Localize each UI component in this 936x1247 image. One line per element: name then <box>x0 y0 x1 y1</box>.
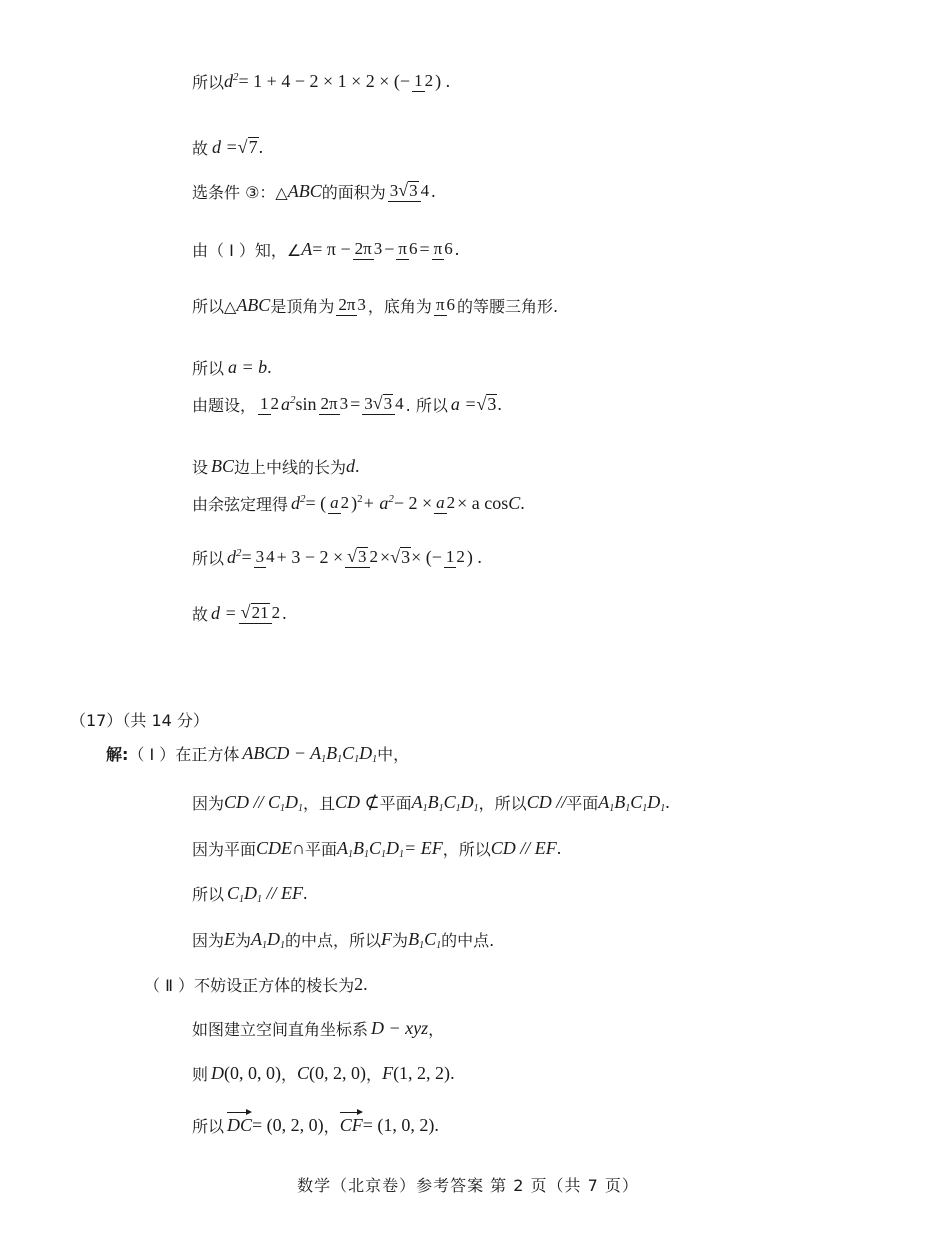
text: 平面 <box>379 794 412 813</box>
text: ，底角为 <box>367 297 432 316</box>
fraction: 1 2 <box>260 394 280 414</box>
median-def <box>192 455 360 478</box>
expr: CD ⊄ <box>335 792 380 812</box>
op: − 2 × <box>393 493 433 513</box>
text: ，所以 <box>478 794 527 813</box>
fraction: 3√3 4 <box>362 394 403 416</box>
plus-a-squared: + $a^2$ <box>362 493 394 513</box>
text: 所以 <box>192 549 225 568</box>
tail: . <box>258 137 264 157</box>
triangle-name: ABC <box>287 181 322 201</box>
solve-label: 解: <box>106 745 129 764</box>
isosceles-line <box>192 294 558 317</box>
text: 由题设， <box>192 396 257 415</box>
plane-name: $A_1B_1C_1D_1$ <box>598 791 666 814</box>
part2-line1 <box>144 973 368 996</box>
coords: = (0, 2, 0) <box>252 1115 324 1135</box>
point-c: C <box>297 1063 310 1083</box>
part-label: （ Ⅰ ） <box>128 745 176 764</box>
text: 中， <box>377 745 410 764</box>
cosine-law <box>192 492 525 515</box>
coords: (1, 2, 2) <box>393 1063 451 1083</box>
op: = <box>350 394 361 414</box>
part1-line1 <box>106 742 409 765</box>
point-f: F <box>382 1063 394 1083</box>
expr: + 3 − 2 × <box>276 547 344 567</box>
sep: ， <box>281 1065 298 1084</box>
sqrt: √3 <box>476 394 497 414</box>
expr: CD // $C_1D_1$ <box>224 791 304 814</box>
expr: $C_1D_1$ // EF <box>227 882 304 905</box>
triangle-name: ABC <box>236 295 271 315</box>
text: . 所以 <box>405 396 448 415</box>
heading: （17）（共 14 分） <box>70 711 209 730</box>
text: 所以 <box>192 885 225 904</box>
text: 的中点. <box>441 931 495 950</box>
expr: = 1 + 4 − 2 × 1 × 2 × (− <box>238 71 411 91</box>
expr: × a cos <box>457 493 509 513</box>
tail: . <box>434 1115 439 1135</box>
cube-name: ABCD − $A_1B_1C_1D_1$ <box>242 742 378 765</box>
condition-3 <box>192 180 436 203</box>
var: C <box>508 493 521 513</box>
text: 的中点，所以 <box>285 931 382 950</box>
text: 所以 <box>192 73 225 92</box>
text: 边上中线的长为 <box>234 458 347 477</box>
op: = <box>419 239 430 259</box>
expr: CD // <box>526 792 567 812</box>
text: 由（ Ⅰ ）知，∠ <box>192 241 302 260</box>
page-footer: 数学（北京卷）参考答案 第 2 页（共 7 页） <box>297 1176 639 1195</box>
text: 设 <box>192 458 209 477</box>
text: 如图建立空间直角坐标系 <box>192 1020 369 1039</box>
expr: = EF <box>404 838 443 858</box>
text: 选条件 ③：△ <box>192 183 288 202</box>
fraction: 2π 3 <box>320 394 349 414</box>
text: 故 <box>192 139 209 158</box>
text: 为 <box>235 931 252 950</box>
var-d-squared: $d^2$ <box>227 547 242 567</box>
text: 平面 <box>305 840 338 859</box>
tail: . <box>267 357 272 377</box>
expr: d = <box>211 603 237 623</box>
sin: sin <box>295 394 317 414</box>
tail: . <box>665 792 670 812</box>
sqrt: √7 <box>237 137 258 157</box>
fraction: 3√3 4 <box>388 181 429 203</box>
op: × <box>380 547 391 567</box>
segment: $A_1D_1$ <box>251 928 286 951</box>
tail: ) . <box>435 71 451 91</box>
fraction: 3 4 <box>255 547 275 567</box>
coords: (0, 0, 0) <box>224 1063 282 1083</box>
tail: . <box>450 1063 455 1083</box>
tail: . <box>282 603 287 623</box>
eq-d-squared-1 <box>192 70 450 93</box>
text: 所以△ <box>192 297 237 316</box>
text: 平面 <box>566 794 599 813</box>
text: 所以 <box>192 1117 225 1136</box>
var-a-squared: $a^2$ <box>281 394 296 414</box>
fraction: 2π 3 <box>354 239 383 259</box>
fraction: π 6 <box>398 239 418 259</box>
var: E <box>224 929 236 949</box>
plane-name: CDE <box>256 838 293 858</box>
eq-d-squared-2 <box>192 546 482 569</box>
coords: = (1, 0, 2) <box>362 1115 435 1135</box>
point-d: D <box>211 1063 225 1083</box>
var: A <box>301 239 313 259</box>
expr: a = <box>450 394 477 414</box>
a-equals-b <box>192 356 272 379</box>
expr: = π − <box>312 239 351 259</box>
tail: . <box>355 456 360 476</box>
sqrt: √3 <box>390 547 411 567</box>
tail: . <box>497 394 502 414</box>
fraction: √21 2 <box>239 603 280 625</box>
fraction: π 6 <box>435 295 456 315</box>
sep: ， <box>323 1117 340 1136</box>
fraction: 2π 3 <box>338 295 366 315</box>
fraction: π 6 <box>433 239 453 259</box>
text: 则 <box>192 1065 209 1084</box>
angle-a-line <box>192 238 459 261</box>
text: 不妨设正方体的棱长为 <box>194 976 355 995</box>
tail: . <box>520 493 525 513</box>
vector-cf: CF <box>339 1115 363 1135</box>
tail: . <box>556 838 562 858</box>
part2-line2 <box>192 1017 444 1040</box>
var-d-squared: $d^2$ <box>291 493 306 513</box>
part1-line2 <box>192 791 670 814</box>
expr: a = b <box>228 357 268 377</box>
tail: . <box>431 181 436 201</box>
fraction: a 2 <box>436 493 456 513</box>
tail: . <box>363 974 368 994</box>
segment: $B_1C_1$ <box>408 928 442 951</box>
fraction: a 2 <box>330 493 350 513</box>
var: d <box>346 456 356 476</box>
expr: × (− <box>411 547 442 567</box>
plane-name: $A_1B_1C_1D_1$ <box>337 837 405 860</box>
tail: . <box>454 239 460 259</box>
op: = <box>241 547 252 567</box>
area-equation <box>192 393 502 416</box>
fraction: √3 2 <box>345 547 378 569</box>
part2-line3 <box>192 1062 455 1085</box>
vector-dc: DC <box>227 1115 253 1135</box>
var: F <box>381 929 393 949</box>
coord-system: D − xyz <box>371 1018 429 1038</box>
part1-line4 <box>192 882 308 905</box>
segment: BC <box>211 456 235 476</box>
coords: (0, 2, 0) <box>309 1063 367 1083</box>
text: 因为 <box>192 794 225 813</box>
text: 是顶角为 <box>270 297 335 316</box>
eq-d-result-2 <box>192 602 287 625</box>
text: 因为平面 <box>192 840 257 859</box>
eq-d-result-1 <box>192 136 263 159</box>
value: 2 <box>354 974 364 994</box>
expr: d = <box>212 137 238 157</box>
text: ， <box>428 1020 445 1039</box>
text: 的面积为 <box>321 183 386 202</box>
part1-line5 <box>192 928 494 951</box>
text: 所以 <box>192 359 225 378</box>
expr: CD // EF <box>490 838 557 858</box>
text: 为 <box>392 931 409 950</box>
var-d: $d^2$ <box>224 71 239 91</box>
text: 因为 <box>192 931 225 950</box>
text: ，且 <box>303 794 336 813</box>
part2-line4 <box>192 1114 439 1137</box>
part1-line3 <box>192 837 561 860</box>
tail: . <box>303 883 308 903</box>
plane-name: $A_1B_1C_1D_1$ <box>411 791 479 814</box>
op: − <box>384 239 395 259</box>
fraction: 1 2 <box>445 547 465 567</box>
text: 在正方体 <box>175 745 240 764</box>
sep: ， <box>366 1065 383 1084</box>
text: ，所以 <box>442 840 491 859</box>
tail: ) . <box>466 547 482 567</box>
op: ∩ <box>292 838 306 858</box>
fraction: 1 2 <box>414 71 434 91</box>
text: 故 <box>192 605 209 624</box>
paren: )$^2$ <box>351 493 363 513</box>
problem-17-header <box>70 708 209 731</box>
op: = ( <box>305 493 327 513</box>
text: 的等腰三角形. <box>457 297 559 316</box>
text: 由余弦定理得 <box>192 495 289 514</box>
part-label: （ Ⅱ ） <box>144 976 195 995</box>
